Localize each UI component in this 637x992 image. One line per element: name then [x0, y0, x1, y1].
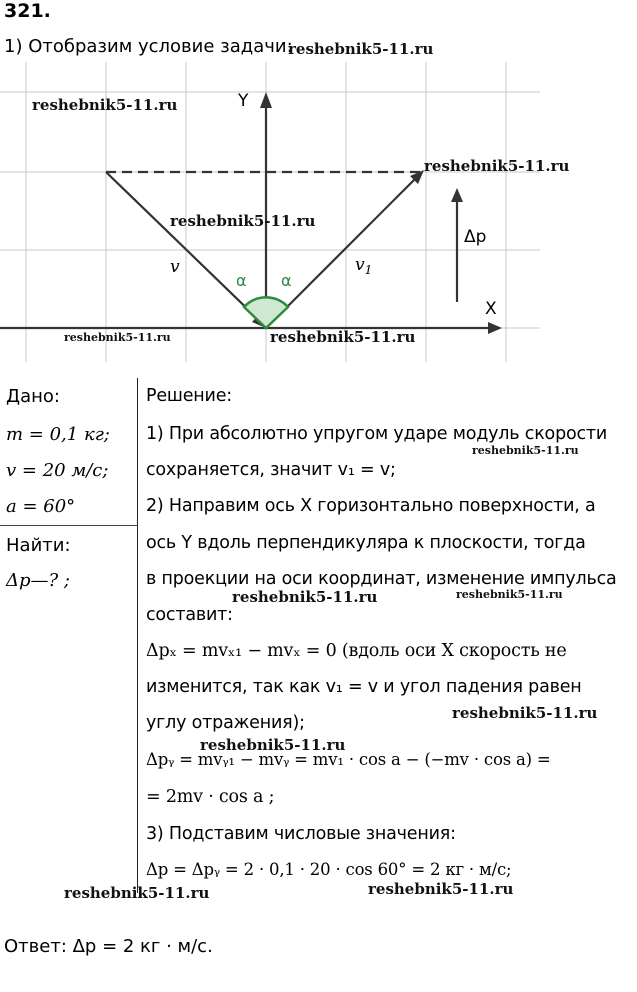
watermark: reshebnik5-11.ru	[288, 40, 434, 58]
watermark: reshebnik5-11.ru	[472, 444, 579, 457]
solution-line: сохраняется, значит v₁ = v;	[146, 460, 396, 480]
find-title: Найти:	[6, 535, 71, 556]
v-label: v	[170, 257, 180, 277]
solution-line: углу отражения);	[146, 713, 305, 733]
solution-line: составит:	[146, 605, 233, 625]
solution-line: 3) Подставим числовые значения:	[146, 824, 456, 844]
watermark: reshebnik5-11.ru	[64, 884, 210, 902]
solution-line: ось Y вдоль перпендикуляра к плоскости, тогда	[146, 533, 586, 553]
find-value: Δp—? ;	[6, 570, 70, 591]
x-axis-label: X	[485, 299, 497, 319]
given-title: Дано:	[6, 386, 60, 407]
alpha-right-label: α	[281, 271, 292, 290]
solution-line: = 2mv · cos a ;	[146, 787, 275, 807]
given-divider-vertical	[137, 378, 138, 893]
solution-title: Решение:	[146, 386, 232, 406]
watermark: reshebnik5-11.ru	[270, 328, 416, 346]
alpha-left-label: α	[236, 271, 247, 290]
y-axis-label: Y	[238, 91, 249, 111]
solution-line: Δpₓ = mvₓ₁ − mvₓ = 0 (вдоль оси X скорость не	[146, 641, 567, 661]
y-axis	[260, 92, 272, 328]
problem-number: 321.	[4, 0, 51, 22]
answer: Ответ: Δp = 2 кг · м/с.	[4, 936, 213, 957]
intro-text: 1) Отобразим условие задачи:	[4, 36, 293, 57]
angle-arc	[244, 297, 288, 328]
watermark: reshebnik5-11.ru	[64, 331, 171, 344]
given-v: v = 20 м/с;	[6, 460, 109, 481]
solution-line: в проекции на оси координат, изменение импульса	[146, 569, 617, 589]
given-divider-horizontal	[0, 525, 138, 526]
solution-line: Δp = Δpᵧ = 2 · 0,1 · 20 · cos 60° = 2 кг · м/с;	[146, 860, 512, 879]
watermark: reshebnik5-11.ru	[170, 212, 316, 230]
watermark: reshebnik5-11.ru	[452, 704, 598, 722]
given-a: a = 60°	[6, 496, 76, 517]
watermark: reshebnik5-11.ru	[368, 880, 514, 898]
watermark: reshebnik5-11.ru	[424, 157, 570, 175]
delta-p-vector	[451, 188, 463, 302]
watermark: reshebnik5-11.ru	[32, 96, 178, 114]
watermark: reshebnik5-11.ru	[456, 588, 563, 601]
watermark: reshebnik5-11.ru	[200, 736, 346, 754]
watermark: reshebnik5-11.ru	[232, 588, 378, 606]
v1-label: $v_1$	[355, 255, 373, 277]
solution-line: Δpᵧ = mvᵧ₁ − mvᵧ = mv₁ · cos a − (−mv · cos a) =	[146, 750, 551, 769]
solution-line: изменится, так как v₁ = v и угол падения равен	[146, 677, 582, 697]
solution-line: 1) При абсолютно упругом ударе модуль скорости	[146, 424, 608, 444]
given-m: m = 0,1 кг;	[6, 424, 110, 445]
reflected-velocity-vector	[266, 170, 424, 328]
solution-line: 2) Направим ось X горизонтально поверхности, а	[146, 496, 596, 516]
delta-p-label: Δp	[464, 227, 487, 247]
